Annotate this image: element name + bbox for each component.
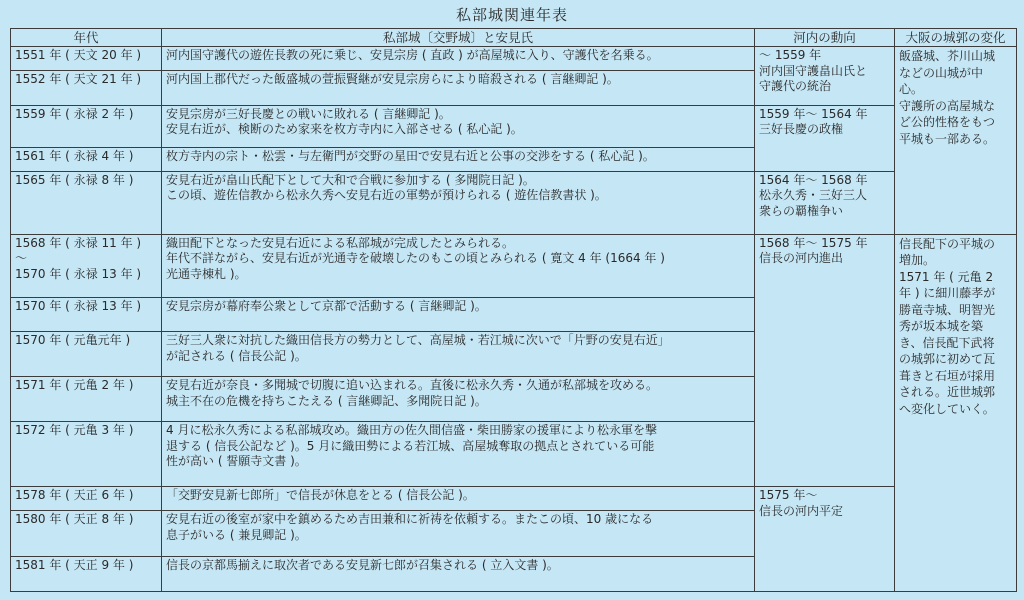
event-cell: 安見右近の後室が家中を鎮めるため吉田兼和に祈祷を依頼する。またこの頃、10 歳になる 息子がいる ( 兼見卿記 )。 [162, 511, 755, 557]
year-cell: 1580 年 ( 天正 8 年 ) [11, 511, 162, 557]
year-cell: 1570 年 ( 永禄 13 年 ) [11, 298, 162, 332]
event-cell: 安見右近が畠山氏配下として大和で合戦に参加する ( 多聞院日記 )。 この頃、遊佐信教から松永久秀へ安見右近の軍勢が預けられる ( 遊佐信教書状 )。 [162, 171, 755, 234]
table-row [11, 105, 1017, 147]
event-cell: 「交野安見新七郎所」で信長が休息をとる ( 信長公記 )。 [162, 487, 755, 511]
year-cell: 1568 年 ( 永禄 11 年 ) ～ 1570 年 ( 永禄 13 年 ) [11, 234, 162, 298]
year-cell: 1570 年 ( 元亀元年 ) [11, 332, 162, 377]
event-cell: 枚方寺内の宗ト・松雲・与左衛門が交野の星田で安見右近と公事の交渉をする ( 私心記 )。 [162, 147, 755, 171]
year-cell: 1552 年 ( 天文 21 年 ) [11, 71, 162, 106]
change-cell: 信長配下の平城の 増加。 1571 年 ( 元亀 2 年 ) に細川藤孝が 勝竜寺城、明智光 秀が坂本城を築 き、信長配下武将 の城郭に初めて瓦 葺きと石垣が採用 される。近世城郭 へ変化していく。 [895, 234, 1017, 591]
year-cell: 1581 年 ( 天正 9 年 ) [11, 557, 162, 592]
year-cell: 1571 年 ( 元亀 2 年 ) [11, 377, 162, 422]
header-year: 年代 [11, 29, 162, 47]
header-change: 大阪の城郭の変化 [895, 29, 1017, 47]
table-row [11, 47, 1017, 71]
table-row [11, 234, 1017, 298]
year-cell: 1559 年 ( 永禄 2 年 ) [11, 105, 162, 147]
table-row [11, 171, 1017, 234]
event-cell: 4 月に松永久秀による私部城攻め。織田方の佐久間信盛・柴田勝家の援軍により松永軍を撃 退する ( 信長公記など )。5 月に織田勢による若江城、高屋城奪取の拠点とされている可能 性が高い ( 誓願寺文書 )。 [162, 422, 755, 487]
table-title: 私部城関連年表 [455, 6, 568, 24]
event-cell: 三好三人衆に対抗した織田信長方の勢力として、高屋城・若江城に次いで「片野の安見右近」 が記される ( 信長公記 )。 [162, 332, 755, 377]
year-cell: 1578 年 ( 天正 6 年 ) [11, 487, 162, 511]
change-cell: 飯盛城、芥川山城 などの山城が中 心。 守護所の高屋城な ど公的性格をもつ 平城も一部ある。 [895, 47, 1017, 235]
trend-cell: 1559 年～ 1564 年 三好長慶の政権 [755, 105, 895, 171]
year-cell: 1572 年 ( 元亀 3 年 ) [11, 422, 162, 487]
year-cell: 1561 年 ( 永禄 4 年 ) [11, 147, 162, 171]
table-row [11, 487, 1017, 511]
event-cell: 河内国守護代の遊佐長教の死に乗じ、安見宗房 ( 直政 ) が高屋城に入り、守護代を名乗る。 [162, 47, 755, 71]
trend-cell: 1568 年～ 1575 年 信長の河内進出 [755, 234, 895, 487]
trend-cell: ～ 1559 年 河内国守護畠山氏と 守護代の統治 [755, 47, 895, 106]
event-cell: 織田配下となった安見右近による私部城が完成したとみられる。 年代不詳ながら、安見右近が光通寺を破壊したのもこの頃とみられる ( 寛文 4 年 (1664 年 ) 光通寺棟札 )。 [162, 234, 755, 298]
header-events: 私部城〔交野城〕と安見氏 [162, 29, 755, 47]
event-cell: 安見宗房が幕府奉公衆として京都で活動する ( 言継卿記 )。 [162, 298, 755, 332]
event-cell: 安見宗房が三好長慶との戦いに敗れる ( 言継卿記 )。 安見右近が、検断のため家来を枚方寺内に入部させる ( 私心記 )。 [162, 105, 755, 147]
header-trend: 河内の動向 [755, 29, 895, 47]
year-cell: 1565 年 ( 永禄 8 年 ) [11, 171, 162, 234]
event-cell: 河内国上郡代だった飯盛城の萱振賢継が安見宗房らにより暗殺される ( 言継卿記 )。 [162, 71, 755, 106]
event-cell: 安見右近が奈良・多聞城で切腹に追い込まれる。直後に松永久秀・久通が私部城を攻める。 城主不在の危機を持ちこたえる ( 言継卿記、多聞院日記 )。 [162, 377, 755, 422]
header-row [11, 29, 1017, 47]
trend-cell: 1575 年～ 信長の河内平定 [755, 487, 895, 592]
event-cell: 信長の京都馬揃えに取次者である安見新七郎が召集される ( 立入文書 )。 [162, 557, 755, 592]
trend-cell: 1564 年～ 1568 年 松永久秀・三好三人 衆らの覇権争い [755, 171, 895, 234]
year-cell: 1551 年 ( 天文 20 年 ) [11, 47, 162, 71]
chronology-table [10, 28, 1017, 592]
